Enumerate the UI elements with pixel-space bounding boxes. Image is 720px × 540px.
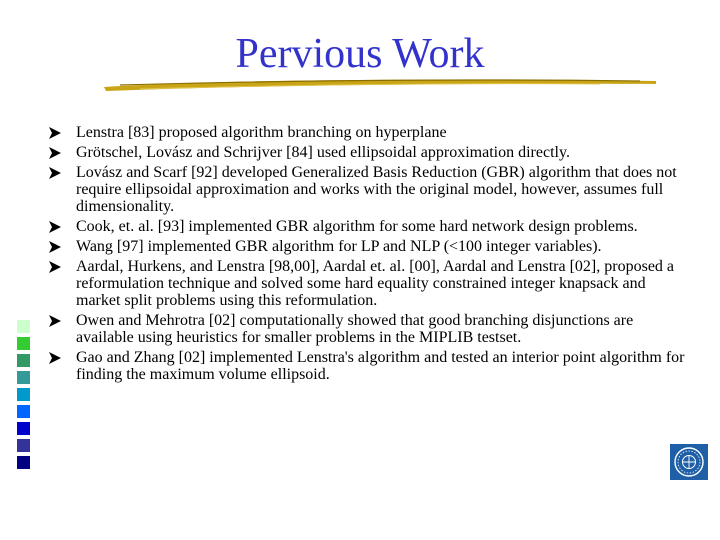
bullet-item <box>48 124 688 141</box>
bullet-text: Owen and Mehrotra [02] computationally showed that good branching disjunctions are available using heuristics for smaller problems in the MIPLIB testset. <box>76 312 634 346</box>
bullet-item <box>48 258 688 309</box>
arrow-bullet-icon <box>48 351 62 365</box>
bullet-item <box>48 349 688 383</box>
bullet-item <box>48 218 688 235</box>
arrow-bullet-icon <box>48 166 62 180</box>
bullet-item <box>48 238 688 255</box>
bullet-text: Lovász and Scarf [92] developed Generalized Basis Reduction (GBR) algorithm that does not require ellipsoidal approximation and works with the original model, however, assumes full dimensionality. <box>76 164 677 215</box>
university-seal-icon <box>670 444 708 480</box>
bullet-item <box>48 144 688 161</box>
arrow-bullet-icon <box>48 146 62 160</box>
bullet-text: Cook, et. al. [93] implemented GBR algorithm for some hard network design problems. <box>76 218 638 235</box>
color-square <box>17 456 30 469</box>
color-square-column <box>17 320 31 473</box>
color-square <box>17 405 30 418</box>
arrow-bullet-icon <box>48 314 62 328</box>
bullet-text: Aardal, Hurkens, and Lenstra [98,00], Aardal et. al. [00], Aardal and Lenstra [02], proposed a reformulation technique and solved some hard equality constrained integer knapsack and market split problems using this reformulation. <box>76 258 675 309</box>
color-square <box>17 388 30 401</box>
bullet-list <box>48 124 688 386</box>
slide-title: Pervious Work <box>235 31 485 77</box>
color-square <box>17 354 30 367</box>
brush-underline <box>100 72 660 94</box>
color-square <box>17 439 30 452</box>
arrow-bullet-icon <box>48 126 62 140</box>
color-square <box>17 320 30 333</box>
color-square <box>17 371 30 384</box>
bullet-text: Lenstra [83] proposed algorithm branching on hyperplane <box>76 124 447 141</box>
arrow-bullet-icon <box>48 240 62 254</box>
bullet-item <box>48 312 688 346</box>
arrow-bullet-icon <box>48 260 62 274</box>
color-square <box>17 422 30 435</box>
arrow-bullet-icon <box>48 220 62 234</box>
bullet-text: Gao and Zhang [02] implemented Lenstra's algorithm and tested an interior point algorithm for finding the maximum volume ellipsoid. <box>76 349 685 383</box>
color-square <box>17 337 30 350</box>
bullet-item <box>48 164 688 215</box>
bullet-text: Wang [97] implemented GBR algorithm for LP and NLP (<100 integer variables). <box>76 238 602 255</box>
bullet-text: Grötschel, Lovász and Schrijver [84] used ellipsoidal approximation directly. <box>76 144 570 161</box>
